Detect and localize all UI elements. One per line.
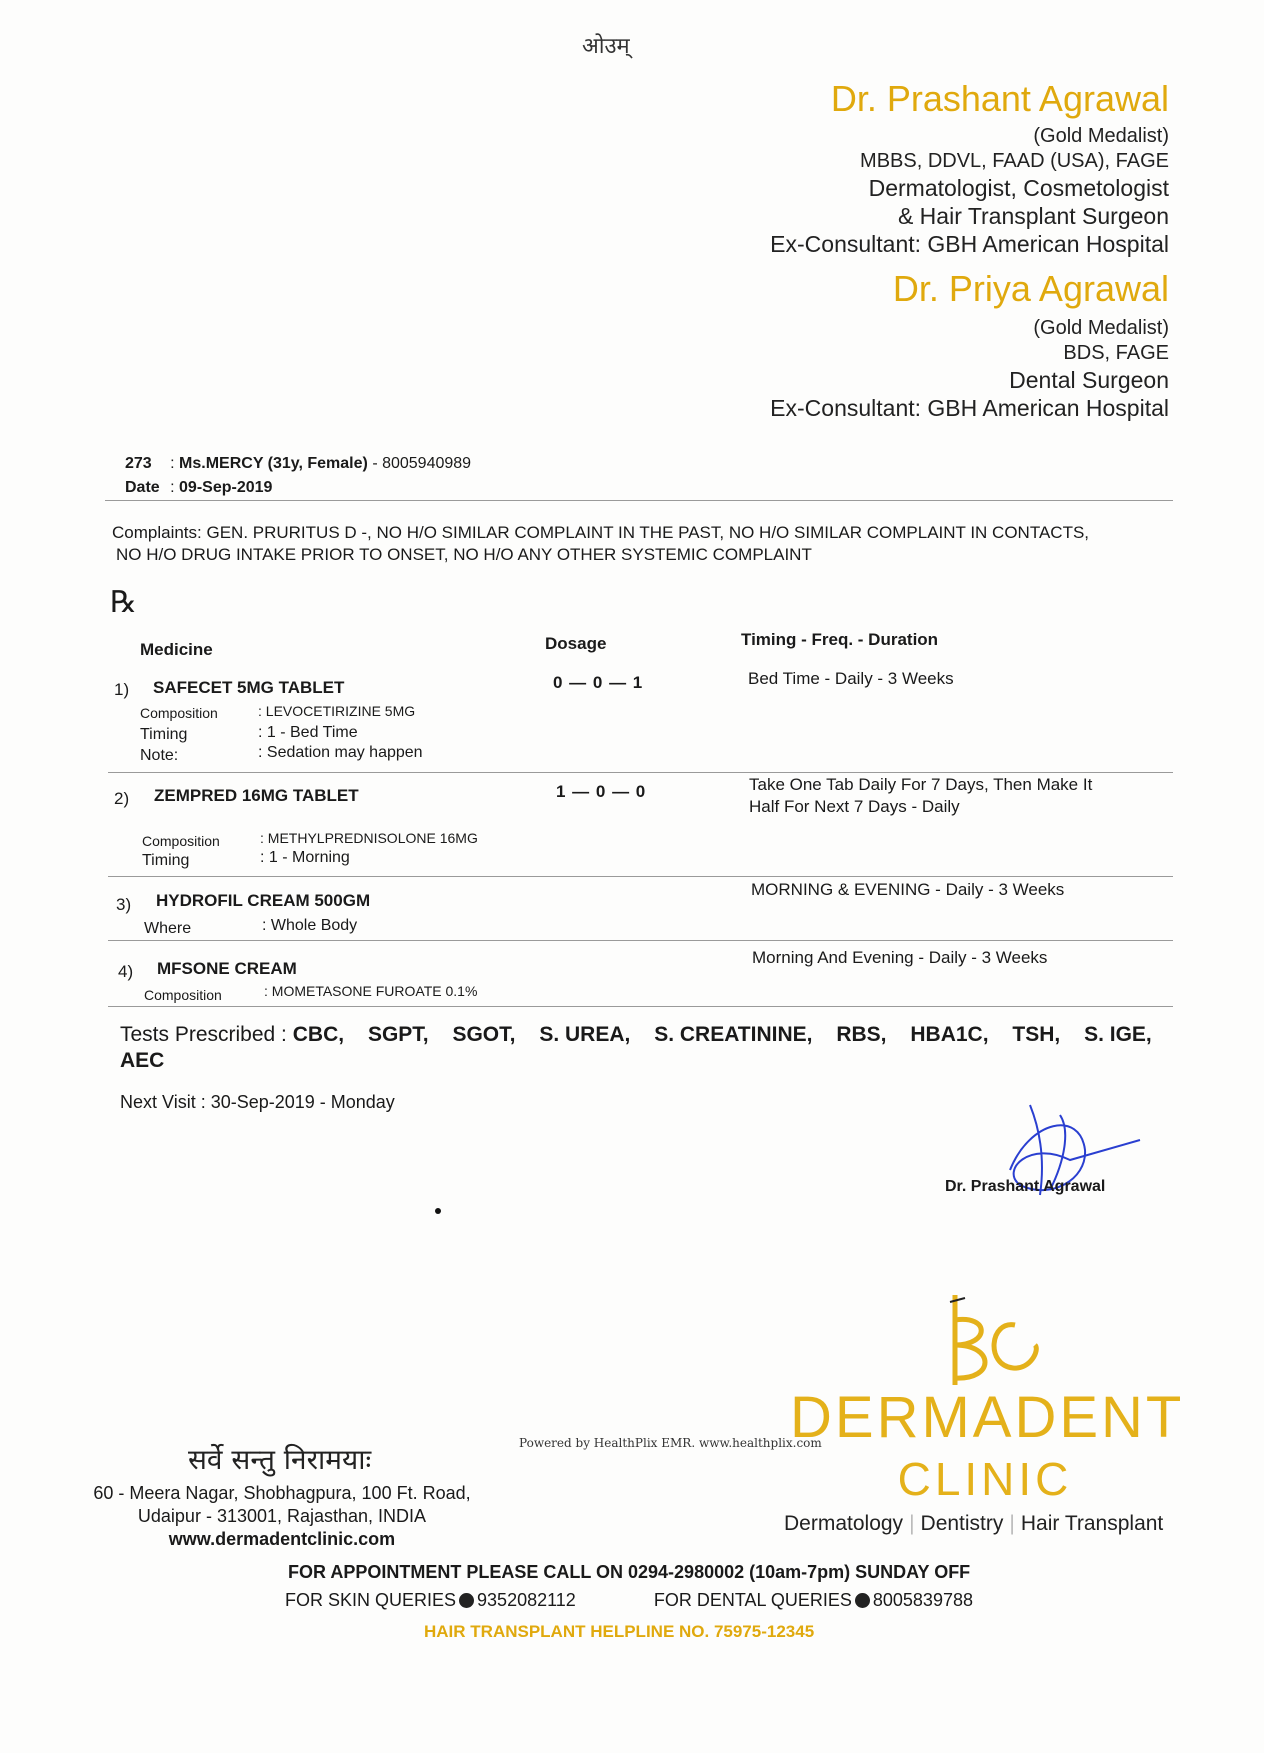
med2-timing: [749, 774, 1169, 818]
doctor1-block: [770, 78, 1169, 258]
logo-clinic: CLINIC: [897, 1453, 1073, 1505]
doctor2-degrees: BDS, FAGE: [1063, 342, 1169, 364]
test-item: SGOT,: [452, 1023, 516, 1046]
whatsapp-icon: [459, 1593, 474, 1608]
med2-number: 2): [114, 789, 130, 808]
med4-composition-label: Composition: [144, 987, 222, 1003]
complaints-line1: Complaints: GEN. PRURITUS D -, NO H/O SIMILAR COMPLAINT IN THE PAST, NO H/O SIMILAR COMPLAINT IN CONTACTS,: [112, 523, 1090, 542]
address-line1: 60 - Meera Nagar, Shobhagpura, 100 Ft. Road,: [93, 1483, 471, 1503]
med2-composition-value: : METHYLPREDNISOLONE 16MG: [260, 830, 478, 846]
service-dermatology: Dermatology: [784, 1512, 904, 1535]
skin-queries-label: FOR SKIN QUERIES: [285, 1590, 457, 1610]
test-item: HBA1C,: [910, 1023, 989, 1046]
doctor2-name: Dr. Priya Agrawal: [892, 268, 1169, 309]
test-item: CBC,: [292, 1023, 345, 1046]
address-line2: Udaipur - 313001, Rajasthan, INDIA: [137, 1506, 427, 1526]
tests-label: Tests Prescribed :: [120, 1023, 287, 1046]
med4-number: 4): [118, 962, 134, 981]
om-symbol: ओउम्: [582, 34, 630, 59]
divider: [105, 500, 1173, 501]
med1-composition-value: : LEVOCETIRIZINE 5MG: [258, 703, 416, 719]
med4-timing: Morning And Evening - Daily - 3 Weeks: [752, 948, 1048, 967]
med2-timing-label: Timing: [142, 852, 190, 869]
complaints-line2: NO H/O DRUG INTAKE PRIOR TO ONSET, NO H/O ANY OTHER SYSTEMIC COMPLAINT: [116, 545, 812, 564]
doctor1-degrees: MBBS, DDVL, FAAD (USA), FAGE: [860, 150, 1169, 172]
header-medicine: Medicine: [140, 640, 213, 659]
doctor1-role1: Dermatologist, Cosmetologist: [868, 175, 1169, 201]
med1-note-value: : Sedation may happen: [258, 744, 423, 761]
whatsapp-icon: [855, 1593, 870, 1608]
med2-dosage: 1 — 0 — 0: [556, 782, 647, 801]
test-item: S. CREATININE,: [654, 1023, 813, 1046]
next-visit: Next Visit : 30-Sep-2019 - Monday: [120, 1092, 395, 1112]
med2-timing-line1: Take One Tab Daily For 7 Days, Then Make It: [749, 775, 1093, 794]
med1-number: 1): [114, 680, 130, 699]
dental-queries-label: FOR DENTAL QUERIES: [653, 1590, 852, 1610]
visit-date: 09-Sep-2019: [179, 479, 273, 496]
med3-number: 3): [116, 895, 132, 914]
med1-note-label: Note:: [140, 747, 179, 764]
doctor1-ex: Ex-Consultant: GBH American Hospital: [770, 231, 1169, 257]
med3-where-label: Where: [144, 920, 192, 937]
med1-timing-label: Timing: [140, 726, 188, 743]
row-divider: [108, 772, 1173, 773]
header-dosage: Dosage: [545, 634, 607, 653]
med2-name: ZEMPRED 16MG TABLET: [154, 786, 359, 805]
med1-timing: Bed Time - Daily - 3 Weeks: [748, 669, 954, 688]
website: www.dermadentclinic.com: [168, 1529, 396, 1549]
logo-dermadent: DERMADENT: [790, 1385, 1185, 1450]
test-item: S. UREA,: [539, 1023, 631, 1046]
header-timing: Timing - Freq. - Duration: [741, 630, 939, 649]
test-item: TSH,: [1012, 1023, 1061, 1046]
med2-timing-line2: Half For Next 7 Days - Daily: [749, 797, 960, 816]
patient-name: Ms.MERCY (31y, Female): [179, 455, 368, 472]
date-label: Date: [125, 479, 160, 496]
powered-by: Powered by HealthPlix EMR. www.healthplix.com: [519, 1436, 822, 1450]
doctor1-name: Dr. Prashant Agrawal: [830, 78, 1169, 119]
med1-timing-value: : 1 - Bed Time: [258, 724, 358, 741]
doctor2-ex: Ex-Consultant: GBH American Hospital: [770, 395, 1169, 421]
med2-timing-value: : 1 - Morning: [260, 849, 350, 866]
rx-symbol: ℞: [110, 585, 137, 620]
med2-composition-label: Composition: [142, 833, 220, 849]
med3-timing: MORNING & EVENING - Daily - 3 Weeks: [751, 880, 1065, 899]
doctor2-medal: (Gold Medalist): [1033, 317, 1169, 339]
patient-phone: - 8005940989: [372, 455, 472, 472]
test-item: RBS,: [836, 1023, 887, 1046]
service-dentistry: Dentistry: [920, 1512, 1004, 1535]
appointment-line: FOR APPOINTMENT PLEASE CALL ON 0294-2980002 (10am-7pm) SUNDAY OFF: [288, 1562, 971, 1582]
dental-phone: 8005839788: [872, 1590, 973, 1610]
queries-line: [285, 1590, 973, 1611]
sanskrit-motto: सर्वे सन्तु निरामयाः: [188, 1443, 372, 1476]
complaints: [112, 522, 1172, 566]
services: Dermatology | Dentistry | Hair Transplant: [784, 1512, 1164, 1535]
med4-composition-value: : MOMETASONE FUROATE 0.1%: [264, 983, 478, 999]
row-divider: [108, 1006, 1173, 1007]
clinic-address: [72, 1482, 492, 1551]
test-item: SGPT,: [367, 1023, 429, 1046]
test-item: S. IGE,: [1084, 1023, 1152, 1046]
service-hair-transplant: Hair Transplant: [1020, 1512, 1164, 1535]
patient-info: 273 : Ms.MERCY (31y, Female) - 8005940989 Date : 09-Sep-2019: [125, 455, 472, 496]
signature-name: Dr. Prashant Agrawal: [945, 1178, 1106, 1195]
med1-composition-label: Composition: [140, 705, 218, 721]
med3-where-value: : Whole Body: [262, 917, 358, 934]
helpline: HAIR TRANSPLANT HELPLINE NO. 75975-12345: [424, 1622, 815, 1641]
bc-logo-icon: [935, 1290, 1045, 1390]
row-divider: [108, 940, 1173, 941]
tests-prescribed: [120, 1022, 1180, 1074]
patient-id: 273: [125, 455, 152, 472]
med1-dosage: 0 — 0 — 1: [553, 673, 644, 692]
med3-name: HYDROFIL CREAM 500GM: [156, 891, 371, 910]
doctor2-block: [770, 268, 1169, 422]
row-divider: [108, 876, 1173, 877]
doctor1-medal: (Gold Medalist): [1033, 125, 1169, 147]
doctor1-role2: & Hair Transplant Surgeon: [897, 203, 1169, 229]
test-item: AEC: [120, 1049, 165, 1072]
med4-name: MFSONE CREAM: [157, 959, 297, 978]
skin-phone: 9352082112: [477, 1590, 576, 1610]
med1-name: SAFECET 5MG TABLET: [153, 678, 345, 697]
ink-dot: [435, 1208, 441, 1214]
doctor2-role: Dental Surgeon: [1009, 367, 1169, 393]
